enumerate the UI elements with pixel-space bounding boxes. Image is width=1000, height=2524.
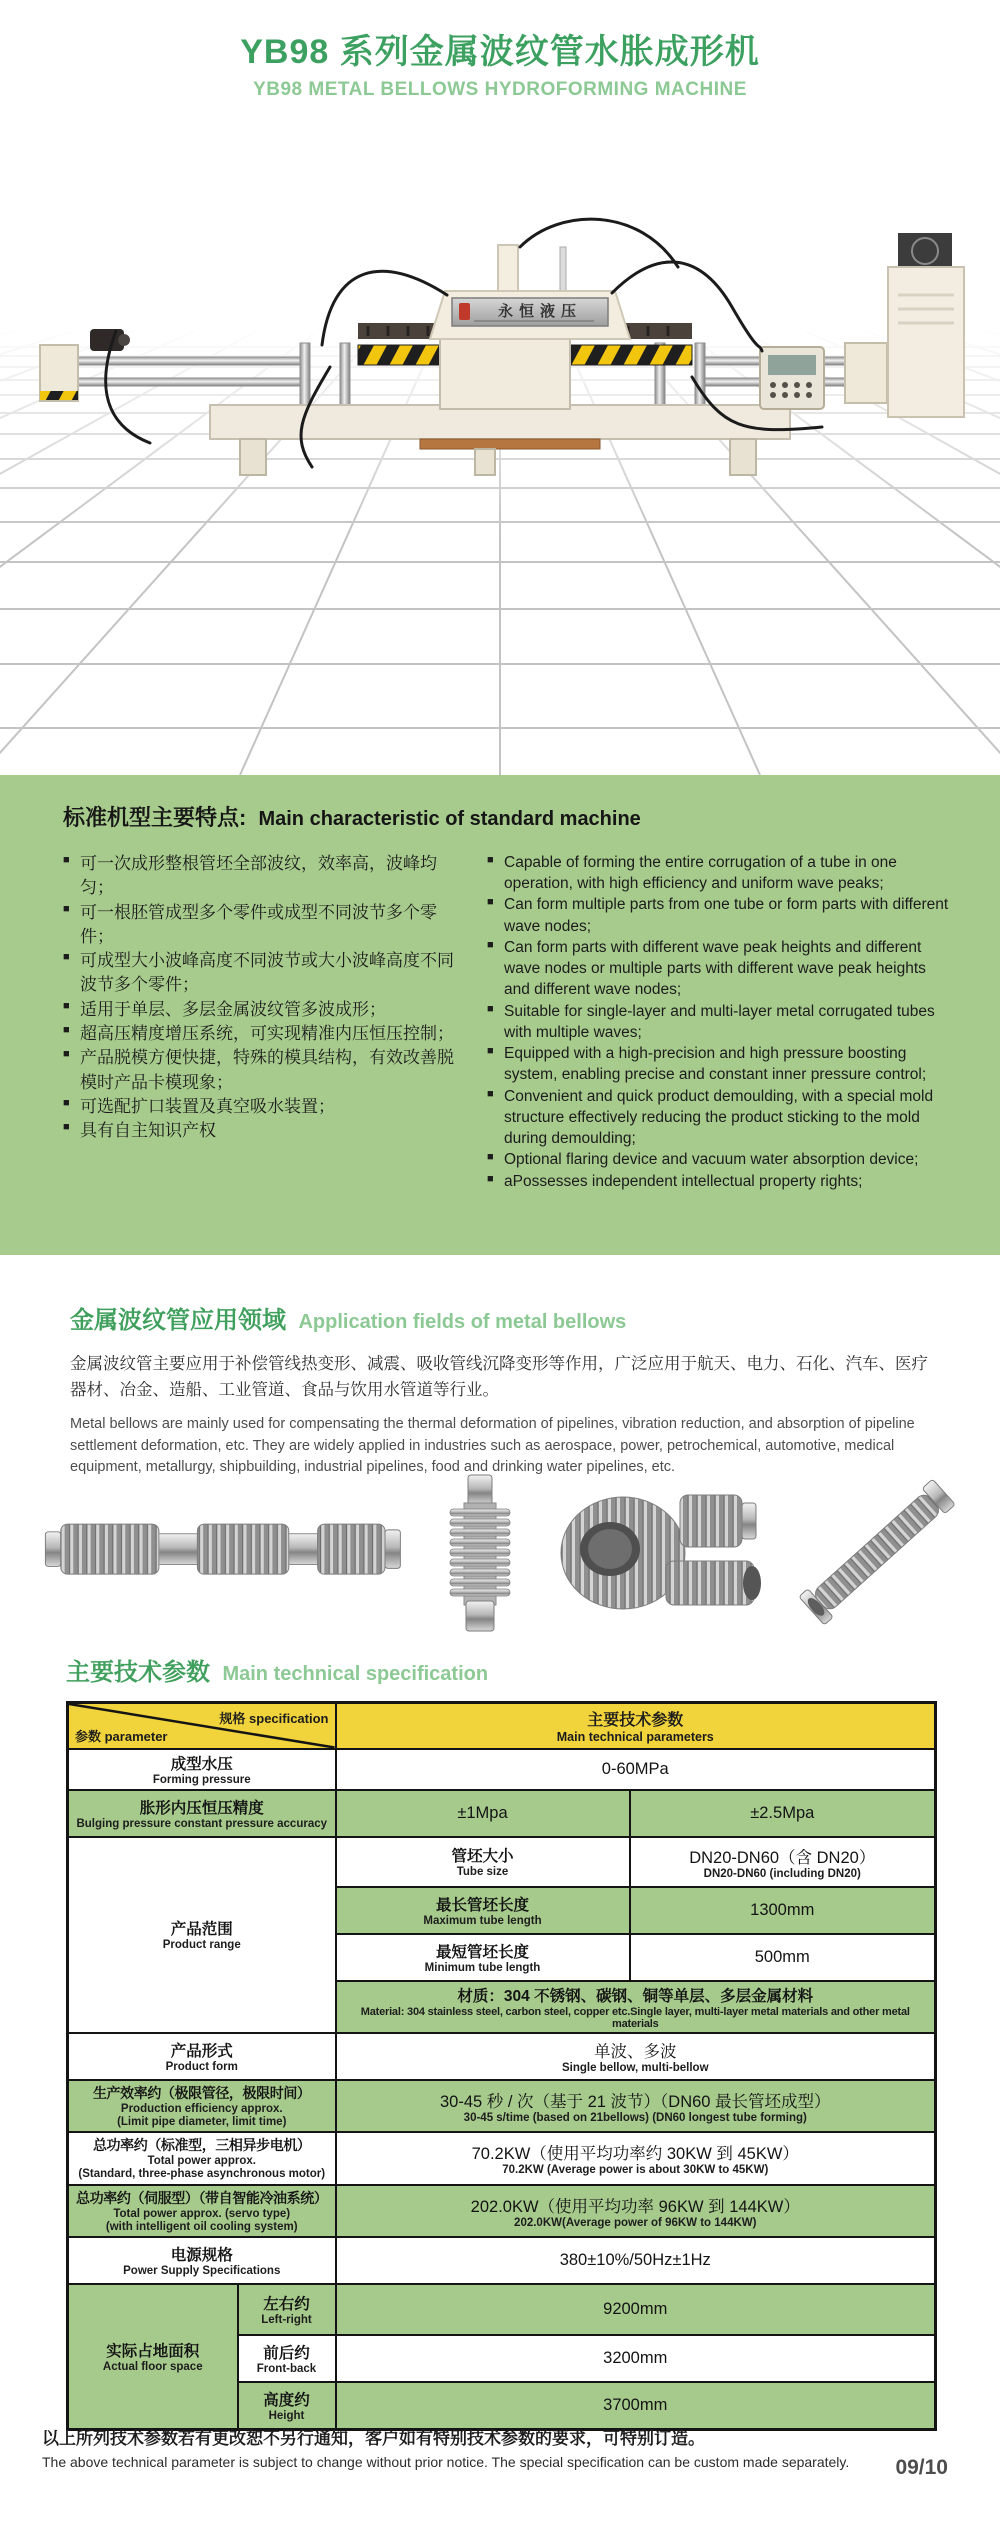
spec-value-cell: DN20-DN60（含 DN20） DN20-DN60 (including DN20)	[630, 1837, 936, 1887]
spec-value-cell: 70.2KW（使用平均功率约 30KW 到 45KW） 70.2KW (Average power is about 30KW to 45KW)	[336, 2132, 936, 2184]
spec-row-power-supply	[68, 2237, 936, 2284]
bellows-photo-cluster	[548, 1467, 773, 1637]
features-heading-en: Main characteristic of standard machine	[258, 808, 641, 830]
spec-label-cell: 电源规格 Power Supply Specifications	[68, 2237, 336, 2284]
spec-row-efficiency	[68, 2080, 936, 2132]
product-photos	[30, 1462, 970, 1642]
spec-label-floor-space: 实际占地面积 Actual floor space	[68, 2284, 238, 2429]
corner-label-parameter: 参数 parameter	[75, 1728, 168, 1744]
application-section	[70, 1300, 938, 1479]
spec-corner-cell	[68, 1703, 336, 1749]
specs-heading	[66, 1652, 938, 1687]
bellows-photo-diagonal	[785, 1467, 970, 1637]
specs-section	[66, 1652, 938, 2431]
spec-value-cell: 380±10%/50Hz±1Hz	[336, 2237, 936, 2284]
spec-label-cell: 总功率约（伺服型）（带自智能冷油系统） Total power approx. (servo type) (with intelligent oil cooling system)	[68, 2185, 336, 2237]
spec-value-cell: 0-60MPa	[336, 1749, 936, 1790]
footer-note-zh: 以上所列技术参数若有更改恕不另行通知，客户如有特别技术参数的要求，可特别订造。	[42, 2429, 705, 2448]
page-header	[0, 24, 1000, 101]
application-body-en: Metal bellows are mainly used for compensating the thermal deformation of pipelines, vibration reduction, and absorption of pipeline settlement deformation, etc. They are widely applied in industries such as aerospace, power, petrochemical, automotive, medical equipment, metallurgy, shipbuilding, industrial pipelines, food and drinking water pipelines, etc.	[70, 1415, 915, 1476]
spec-value-cell: 材质：304 不锈钢、碳钢、铜等单层、多层金属材料 Material: 304 stainless steel, carbon steel, copper etc.Single layer, multi-layer metal materials and other metal materials	[336, 1981, 936, 2033]
spec-label-cell: 胀形内压恒压精度 Bulging pressure constant pressure accuracy	[68, 1790, 336, 1837]
spec-row-tube-size	[68, 1837, 936, 1887]
spec-value-cell: 500mm	[630, 1934, 936, 1981]
feature-item-zh: ■ 可一次成形整根管坯全部波纹，效率高，波峰均匀；	[63, 852, 465, 901]
spec-sublabel-cell: 管坯大小 Tube size	[336, 1837, 630, 1887]
feature-item-en: ■ Optional flaring device and vacuum water absorption device;	[487, 1149, 952, 1170]
feature-item-en: ■ Convenient and quick product demoulding, with a special mold structure effectively reducing the product sticking to the mold during demoulding;	[487, 1086, 952, 1150]
features-section	[0, 775, 1000, 1255]
spec-sublabel-cell: 最短管坯长度 Minimum tube length	[336, 1934, 630, 1981]
spec-label-cell: 生产效率约（极限管径，极限时间） Production efficiency approx. (Limit pipe diameter, limit time)	[68, 2080, 336, 2132]
spec-value-cell: 202.0KW（使用平均功率 96KW 到 144KW） 202.0KW(Average power of 96KW to 144KW)	[336, 2185, 936, 2237]
spec-table	[66, 1701, 937, 2431]
page-number: 09/10	[895, 2456, 948, 2479]
spec-label-cell: 产品形式 Product form	[68, 2033, 336, 2080]
feature-item-zh: ■ 适用于单层、多层金属波纹管多波成形；	[63, 998, 465, 1022]
spec-value-cell: ±1Mpa	[336, 1790, 630, 1837]
features-heading-zh: 标准机型主要特点:	[63, 805, 247, 830]
spec-value-cell: ±2.5Mpa	[630, 1790, 936, 1837]
spec-row-power-servo	[68, 2185, 936, 2237]
spec-value-cell: 9200mm	[336, 2284, 936, 2335]
spec-value-cell: 1300mm	[630, 1887, 936, 1934]
spec-sublabel-cell: 最长管坯长度 Maximum tube length	[336, 1887, 630, 1934]
spec-value-cell: 30-45 秒 / 次（基于 21 波节）（DN60 最长管坯成型） 30-45 s/time (based on 21bellows) (DN60 longest tube forming)	[336, 2080, 936, 2132]
spec-value-cell: 3200mm	[336, 2335, 936, 2382]
spec-row-floor-lr	[68, 2284, 936, 2335]
application-heading	[70, 1300, 938, 1335]
feature-item-en: ■ Equipped with a high-precision and high pressure boosting system, enabling precise and constant inner pressure control;	[487, 1043, 952, 1085]
feature-item-en: ■ Can form multiple parts from one tube or form parts with different wave nodes;	[487, 894, 952, 936]
feature-item-en: ■ aPossesses independent intellectual property rights;	[487, 1171, 952, 1192]
spec-label-product-range: 产品范围 Product range	[68, 1837, 336, 2033]
feature-item-zh: ■ 超高压精度增压系统，可实现精准内压恒压控制；	[63, 1022, 465, 1046]
application-heading-zh: 金属波纹管应用领域	[70, 1307, 286, 1334]
spec-row-power-standard	[68, 2132, 936, 2184]
spec-sublabel-cell: 左右约 Left-right	[238, 2284, 336, 2335]
feature-item-zh: ■ 产品脱模方便快捷，特殊的模具结构，有效改善脱模时产品卡模现象；	[63, 1046, 465, 1095]
feature-item-zh: ■ 可选配扩口装置及真空吸水装置；	[63, 1095, 465, 1119]
application-heading-en: Application fields of metal bellows	[298, 1311, 627, 1333]
feature-item-zh: ■ 具有自主知识产权	[63, 1119, 465, 1143]
feature-item-en: ■ Can form parts with different wave peak heights and different wave nodes or multiple parts with different wave peak heights and different wave nodes;	[487, 937, 952, 1001]
footer-note-en: The above technical parameter is subject to change without prior notice. The special specification can be custom made separately.	[42, 2454, 850, 2470]
page-title-en: YB98 METAL BELLOWS HYDROFORMING MACHINE	[253, 79, 747, 100]
bellows-photo-vertical	[422, 1467, 537, 1637]
feature-item-zh: ■ 可成型大小波峰高度不同波节或大小波峰高度不同波节多个零件；	[63, 949, 465, 998]
corner-label-specification: 规格 specification	[219, 1711, 329, 1726]
feature-item-zh: ■ 可一根胚管成型多个零件或成型不同波节多个零件；	[63, 901, 465, 950]
spec-sublabel-cell: 高度约 Height	[238, 2382, 336, 2429]
features-list-en	[487, 852, 952, 1192]
spec-row-product-form	[68, 2033, 936, 2080]
spec-row-bulging-accuracy	[68, 1790, 936, 1837]
spec-label-cell: 成型水压 Forming pressure	[68, 1749, 336, 1790]
spec-value-cell: 单波、多波 Single bellow, multi-bellow	[336, 2033, 936, 2080]
spec-value-cell: 3700mm	[336, 2382, 936, 2429]
machine-sign-text: 永恒液压	[497, 303, 583, 320]
feature-item-en: ■ Suitable for single-layer and multi-layer metal corrugated tubes with multiple waves;	[487, 1001, 952, 1043]
spec-row-forming-pressure	[68, 1749, 936, 1790]
machine-illustration	[0, 95, 1000, 775]
features-heading	[63, 801, 952, 832]
spec-header-cell: 主要技术参数 Main technical parameters	[336, 1703, 936, 1749]
spec-sublabel-cell: 前后约 Front-back	[238, 2335, 336, 2382]
bellows-photo-horizontal	[30, 1467, 410, 1637]
features-list-zh	[63, 852, 465, 1192]
specs-heading-zh: 主要技术参数	[66, 1659, 210, 1686]
specs-heading-en: Main technical specification	[222, 1663, 489, 1685]
spec-label-cell: 总功率约（标准型，三相异步电机） Total power approx. (Standard, three-phase asynchronous motor)	[68, 2132, 336, 2184]
page-title-zh: YB98 系列金属波纹管水胀成形机	[240, 33, 760, 71]
spec-header-row	[68, 1703, 936, 1749]
machine-photo	[0, 95, 1000, 775]
application-body-zh: 金属波纹管主要应用于补偿管线热变形、减震、吸收管线沉降变形等作用，广泛应用于航天、电力、石化、汽车、医疗器材、冶金、造船、工业管道、食品与饮用水管道等行业。	[70, 1355, 928, 1400]
feature-item-en: ■ Capable of forming the entire corrugation of a tube in one operation, with high efficiency and uniform wave peaks;	[487, 852, 952, 894]
footer-note	[42, 2424, 902, 2470]
